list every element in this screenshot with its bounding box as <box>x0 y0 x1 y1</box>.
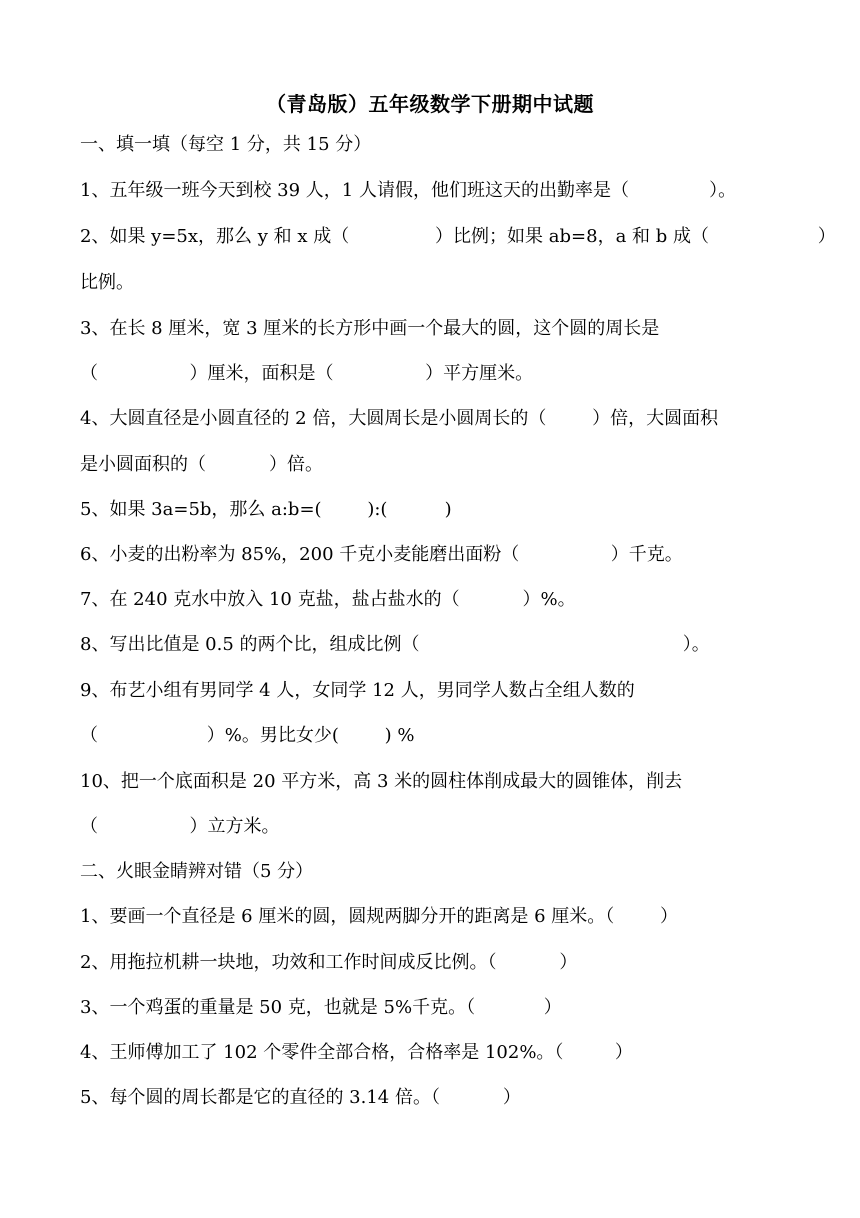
question-line: （ ）立方米。 <box>80 816 280 837</box>
section-2-heading: 二、火眼金睛辨对错（5 分） <box>80 861 314 882</box>
question-line: 4、大圆直径是小圆直径的 2 倍，大圆周长是小圆周长的（ ）倍，大圆面积 <box>80 408 719 429</box>
judgement-line: 3、一个鸡蛋的重量是 50 克，也就是 5%千克。（ ） <box>80 997 562 1018</box>
question-line: 7、在 240 克水中放入 10 克盐，盐占盐水的（ ）%。 <box>80 589 576 610</box>
question-line: 5、如果 3a=5b，那么 a:b=( ):( ) <box>80 499 452 520</box>
exam-title: （青岛版）五年级数学下册期中试题 <box>266 92 594 116</box>
section-1-heading: 一、填一填（每空 1 分，共 15 分） <box>80 134 372 155</box>
question-line: 2、如果 y=5x，那么 y 和 x 成（ ）比例；如果 ab=8，a 和 b 成（ ） <box>80 226 836 247</box>
question-line: 是小圆面积的（ ）倍。 <box>80 454 323 475</box>
question-line: 6、小麦的出粉率为 85%，200 千克小麦能磨出面粉（ ）千克。 <box>80 544 683 565</box>
judgement-line: 5、每个圆的周长都是它的直径的 3.14 倍。（ ） <box>80 1087 521 1108</box>
judgement-line: 1、要画一个直径是 6 厘米的圆，圆规两脚分开的距离是 6 厘米。（ ） <box>80 906 679 927</box>
question-line: 9、布艺小组有男同学 4 人，女同学 12 人，男同学人数占全组人数的 <box>80 680 635 701</box>
question-line: （ ）%。男比女少( ) % <box>80 725 415 746</box>
judgement-line: 2、用拖拉机耕一块地，功效和工作时间成反比例。（ ） <box>80 952 578 973</box>
question-line: 10、把一个底面积是 20 平方米，高 3 米的圆柱体削成最大的圆锥体，削去 <box>80 771 683 792</box>
question-line: 1、五年级一班今天到校 39 人，1 人请假，他们班这天的出勤率是（ ）。 <box>80 180 737 201</box>
question-line: 3、在长 8 厘米，宽 3 厘米的长方形中画一个最大的圆，这个圆的周长是 <box>80 318 660 339</box>
question-line: （ ）厘米，面积是（ ）平方厘米。 <box>80 363 534 384</box>
question-line: 比例。 <box>80 272 134 293</box>
question-line: 8、写出比值是 0.5 的两个比，组成比例（ ）。 <box>80 634 710 655</box>
judgement-line: 4、王师傅加工了 102 个零件全部合格，合格率是 102%。（ ） <box>80 1042 633 1063</box>
